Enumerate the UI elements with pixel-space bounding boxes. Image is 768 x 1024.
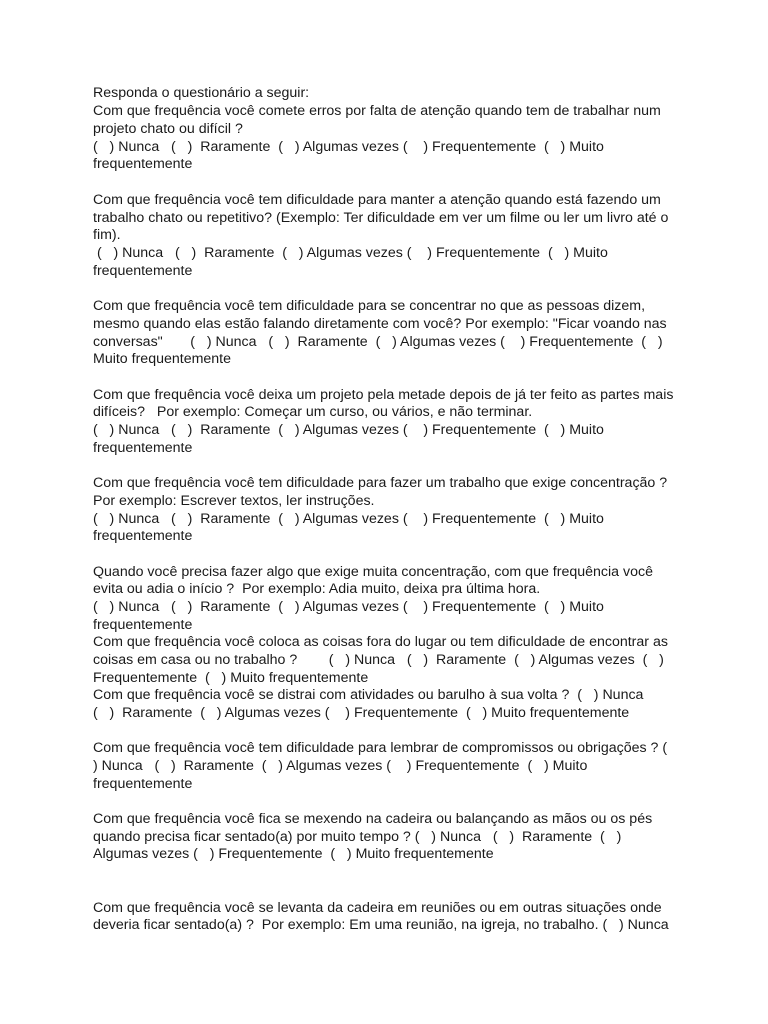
question-2-line-3: fim). bbox=[93, 227, 121, 243]
question-1-options-line-1: ( ) Nunca ( ) Raramente ( ) Algumas vezes ( ) Frequentemente ( ) Muito bbox=[93, 139, 604, 155]
question-3-line-3: conversas" ( ) Nunca ( ) Raramente ( ) Algumas vezes ( ) Frequentemente ( ) bbox=[93, 334, 663, 350]
question-5-options-line-2: frequentemente bbox=[93, 528, 193, 544]
question-7-line-1: Com que frequência você coloca as coisas fora do lugar ou tem dificuldade de encontrar as bbox=[93, 634, 668, 650]
question-8-line-1: Com que frequência você se distrai com atividades ou barulho à sua volta ? ( ) Nunca bbox=[93, 687, 644, 703]
question-2-options-line-1: ( ) Nunca ( ) Raramente ( ) Algumas vezes ( ) Frequentemente ( ) Muito bbox=[93, 245, 608, 261]
question-5-options-line-1: ( ) Nunca ( ) Raramente ( ) Algumas vezes ( ) Frequentemente ( ) Muito bbox=[93, 511, 604, 527]
question-9-line-2: ) Nunca ( ) Raramente ( ) Algumas vezes ( ) Frequentemente ( ) Muito bbox=[93, 758, 588, 774]
question-8-line-2: ( ) Raramente ( ) Algumas vezes ( ) Frequentemente ( ) Muito frequentemente bbox=[93, 705, 630, 721]
question-2-line-1: Com que frequência você tem dificuldade para manter a atenção quando está fazendo um bbox=[93, 192, 661, 208]
question-2-line-2: trabalho chato ou repetitivo? (Exemplo: Ter dificuldade em ver um filme ou ler um livro até o bbox=[93, 210, 669, 226]
question-1-line-1: Com que frequência você comete erros por falta de atenção quando tem de trabalhar num bbox=[93, 103, 661, 119]
question-11-line-1: Com que frequência você se levanta da cadeira em reuniões ou em outras situações onde bbox=[93, 900, 662, 916]
question-4-options-line-2: frequentemente bbox=[93, 440, 193, 456]
question-2-options-line-2: frequentemente bbox=[93, 263, 193, 279]
question-5-line-2: Por exemplo: Escrever textos, ler instruções. bbox=[93, 493, 375, 509]
question-1-line-2: projeto chato ou difícil ? bbox=[93, 121, 243, 137]
question-4-line-2: difíceis? Por exemplo: Começar um curso, ou vários, e não terminar. bbox=[93, 404, 533, 420]
question-4-line-1: Com que frequência você deixa um projeto pela metade depois de já ter feito as partes mais bbox=[93, 387, 674, 403]
question-10-line-3: Algumas vezes ( ) Frequentemente ( ) Muito frequentemente bbox=[93, 846, 494, 862]
question-7-line-3: Frequentemente ( ) Muito frequentemente bbox=[93, 670, 369, 686]
question-3-line-2: mesmo quando elas estão falando diretamente com você? Por exemplo: "Ficar voando nas bbox=[93, 316, 667, 332]
question-6-options-line-1: ( ) Nunca ( ) Raramente ( ) Algumas vezes ( ) Frequentemente ( ) Muito bbox=[93, 599, 604, 615]
question-1-options-line-2: frequentemente bbox=[93, 156, 193, 172]
question-6-line-2: evita ou adia o início ? Por exemplo: Adia muito, deixa pra última hora. bbox=[93, 581, 541, 597]
question-9-line-3: frequentemente bbox=[93, 776, 193, 792]
question-3-line-4: Muito frequentemente bbox=[93, 351, 232, 367]
question-10-line-2: quando precisa ficar sentado(a) por muito tempo ? ( ) Nunca ( ) Raramente ( ) bbox=[93, 829, 622, 845]
question-10-line-1: Com que frequência você fica se mexendo na cadeira ou balançando as mãos ou os pés bbox=[93, 811, 653, 827]
question-4-options-line-1: ( ) Nunca ( ) Raramente ( ) Algumas vezes ( ) Frequentemente ( ) Muito bbox=[93, 422, 604, 438]
intro-line: Responda o questionário a seguir: bbox=[93, 85, 310, 101]
question-11-line-2: deveria ficar sentado(a) ? Por exemplo: Em uma reunião, na igreja, no trabalho. ( ) Nunca bbox=[93, 917, 669, 933]
question-6-line-1: Quando você precisa fazer algo que exige muita concentração, com que frequência você bbox=[93, 564, 653, 580]
question-6-options-line-2: frequentemente bbox=[93, 617, 193, 633]
question-5-line-1: Com que frequência você tem dificuldade para fazer um trabalho que exige concentração ? bbox=[93, 475, 668, 491]
question-9-line-1: Com que frequência você tem dificuldade para lembrar de compromissos ou obrigações ? ( bbox=[93, 740, 668, 756]
question-7-line-2: coisas em casa ou no trabalho ? ( ) Nunca ( ) Raramente ( ) Algumas vezes ( ) bbox=[93, 652, 664, 668]
question-3-line-1: Com que frequência você tem dificuldade para se concentrar no que as pessoas dizem, bbox=[93, 298, 646, 314]
